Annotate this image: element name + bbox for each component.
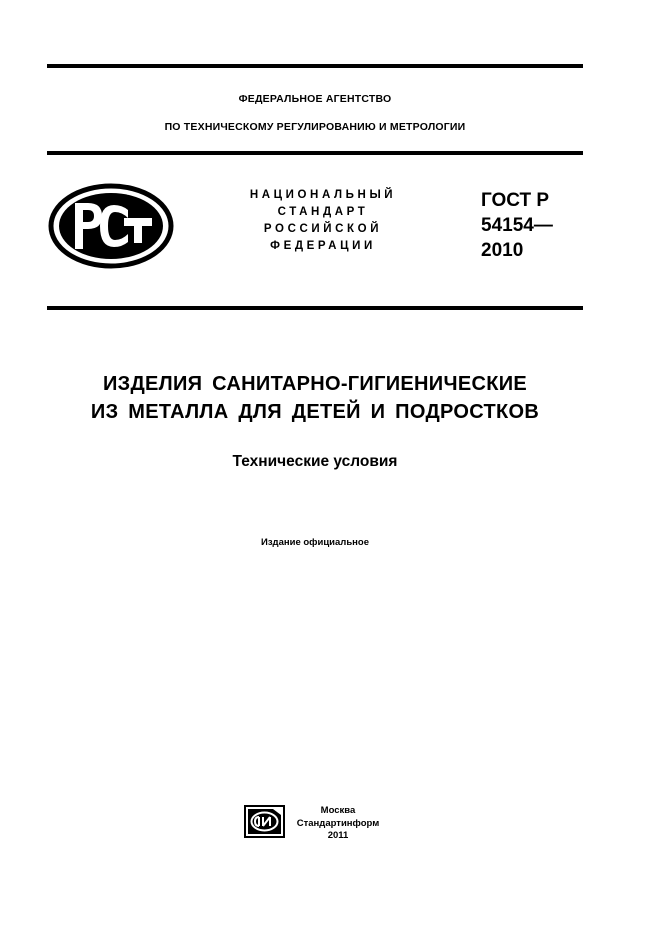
document-subtitle: Технические условия (232, 453, 398, 470)
national-standard-label (228, 187, 418, 255)
standard-designation (481, 188, 553, 263)
publisher-block (292, 805, 384, 843)
designation-line-1: ГОСТ Р (481, 190, 550, 211)
publisher-year: 2011 (327, 830, 349, 841)
top-rule (47, 64, 583, 68)
national-standard-line: СТАНДАРТ (277, 206, 369, 218)
designation-line-3: 2010 (481, 240, 524, 261)
national-standard-line: НАЦИОНАЛЬНЫЙ (249, 189, 397, 201)
rst-logo-icon (48, 183, 174, 269)
title-line-1: ИЗДЕЛИЯ САНИТАРНО-ГИГИЕНИЧЕСКИЕ (102, 373, 528, 395)
designation-line-2: 54154— (481, 215, 553, 236)
title-line-2: ИЗ МЕТАЛЛА ДЛЯ ДЕТЕЙ И ПОДРОСТКОВ (90, 401, 540, 423)
publisher-name: Стандартинформ (296, 817, 380, 829)
header-rule (47, 151, 583, 155)
agency-line-2: ПО ТЕХНИЧЕСКОМУ РЕГУЛИРОВАНИЮ И МЕТРОЛОГИИ (164, 121, 466, 133)
national-standard-line: РОССИЙСКОЙ (263, 223, 383, 235)
edition-label: Издание официальное (261, 537, 369, 548)
standartinform-logo-icon (244, 805, 285, 838)
document-title (47, 370, 583, 426)
publisher-city: Москва (320, 805, 356, 816)
header-bottom-rule (47, 306, 583, 310)
agency-line-1: ФЕДЕРАЛЬНОЕ АГЕНТСТВО (238, 93, 392, 105)
national-standard-line: ФЕДЕРАЦИИ (270, 240, 376, 252)
